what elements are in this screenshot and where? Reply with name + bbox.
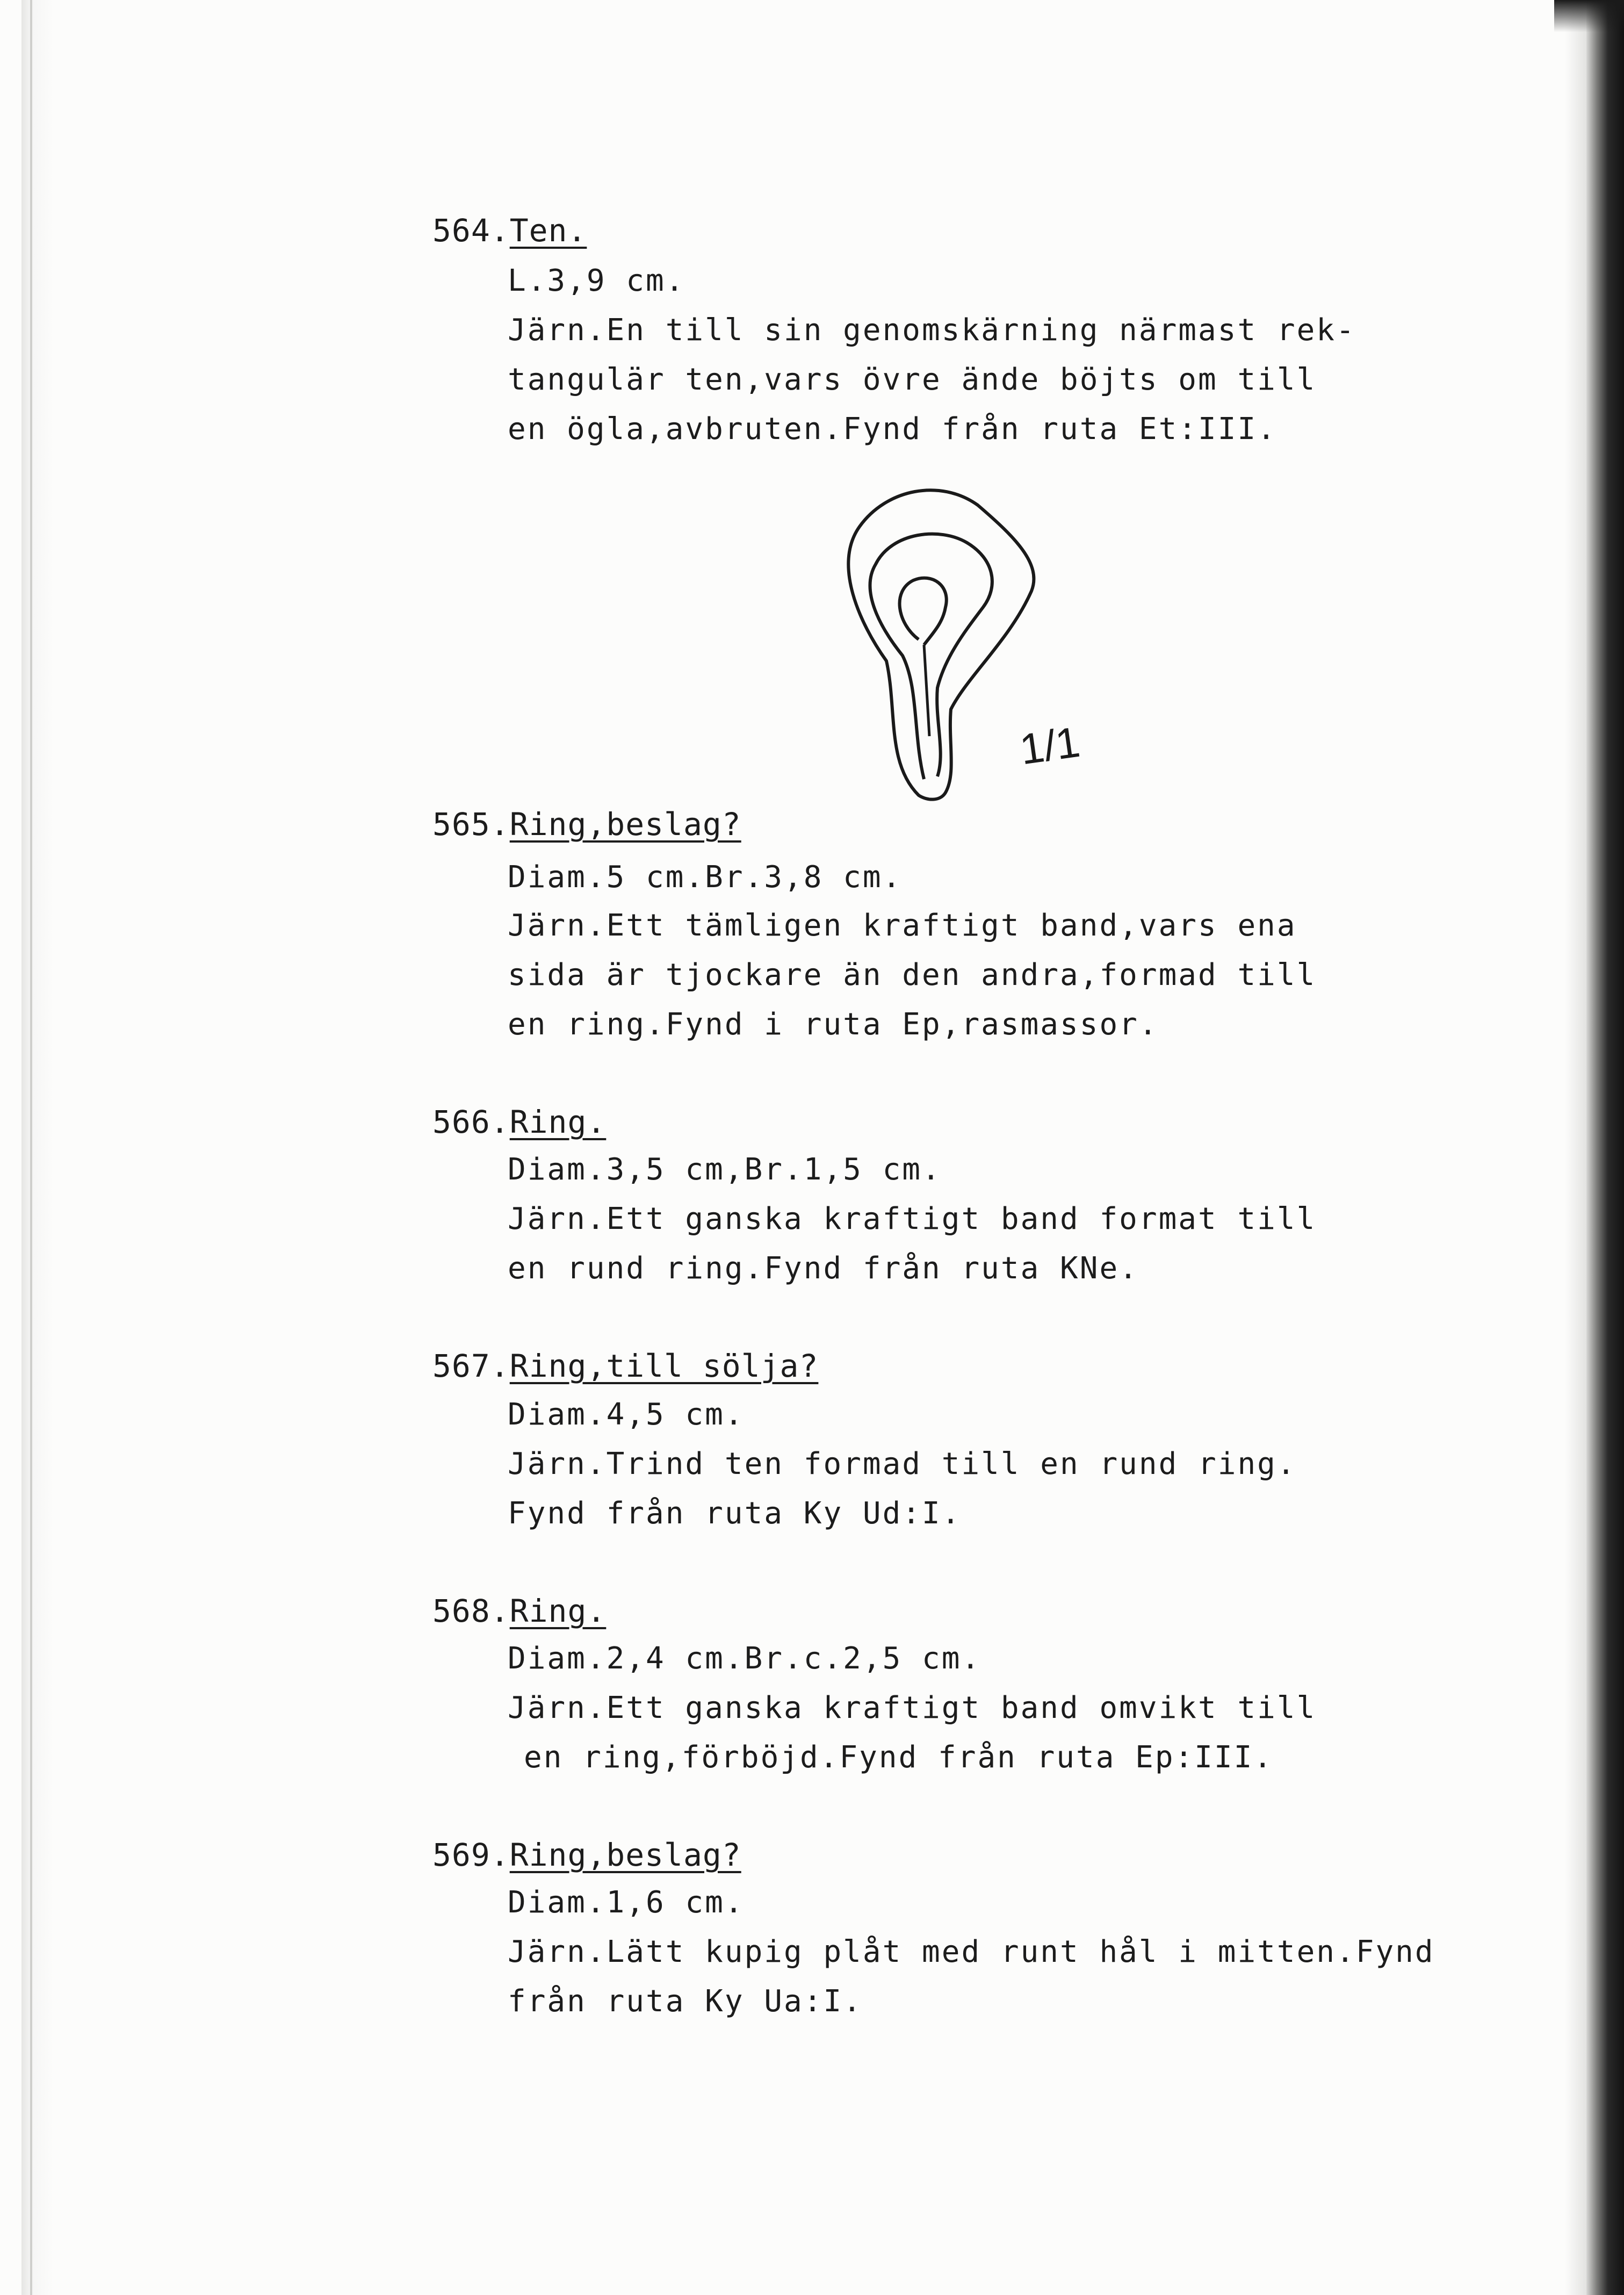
- entry-line: Diam.5 cm.Br.3,8 cm.: [508, 860, 903, 895]
- entry-heading: [432, 1348, 818, 1384]
- page-edge-corner: [1554, 0, 1624, 32]
- entry-heading: [432, 1593, 606, 1629]
- entry-number: 568.: [432, 1593, 510, 1629]
- entry-number: 569.: [432, 1837, 510, 1873]
- entry-heading: [432, 1104, 606, 1140]
- entry-line: L.3,9 cm.: [508, 263, 685, 298]
- entry-line: Diam.1,6 cm.: [508, 1885, 745, 1920]
- entry-heading: [432, 212, 587, 249]
- entry-line: Diam.3,5 cm,Br.1,5 cm.: [508, 1152, 942, 1187]
- artifact-drawing: [838, 484, 1083, 806]
- entry-line: en ring,förböjd.Fynd från ruta Ep:III.: [524, 1740, 1274, 1775]
- entry-line: en rund ring.Fynd från ruta KNe.: [508, 1251, 1139, 1286]
- entry-line: Fynd från ruta Ky Ud:I.: [508, 1496, 962, 1531]
- drawing-middle-outline: [870, 534, 992, 779]
- entry-line: Järn.Ett ganska kraftigt band omvikt till: [508, 1690, 1317, 1725]
- drawing-eyelet: [900, 578, 947, 645]
- entry-title: Ring,beslag?: [509, 806, 741, 843]
- entry-line: sida är tjockare än den andra,formad till: [508, 958, 1317, 992]
- entry-line: Järn.Ett tämligen kraftigt band,vars ena: [508, 908, 1297, 943]
- entry-line: en ögla,avbruten.Fynd från ruta Et:III.: [508, 412, 1277, 447]
- entry-title: Ring.: [509, 1593, 607, 1629]
- entry-line: Diam.2,4 cm.Br.c.2,5 cm.: [508, 1641, 981, 1676]
- binding-line: [30, 0, 32, 2295]
- entry-title: Ring,till sölja?: [509, 1348, 819, 1384]
- entry-line: en ring.Fynd i ruta Ep,rasmassor.: [508, 1007, 1159, 1042]
- entry-title: Ten.: [509, 212, 587, 249]
- binding-edge: [21, 0, 54, 2295]
- entry-heading: [432, 1837, 741, 1873]
- entry-line: Järn.Ett ganska kraftigt band format till: [508, 1202, 1317, 1236]
- entry-heading: [432, 806, 741, 843]
- entry-title: Ring,beslag?: [509, 1837, 741, 1873]
- drawing-scale-label: 1/1: [1016, 717, 1083, 774]
- entry-number: 564.: [432, 212, 510, 249]
- entry-line: tangulär ten,vars övre ände böjts om till: [508, 362, 1317, 397]
- entry-title: Ring.: [509, 1104, 607, 1140]
- entry-line: från ruta Ky Ua:I.: [508, 1984, 863, 2019]
- entry-line: Diam.4,5 cm.: [508, 1397, 745, 1432]
- entry-line: Järn.En till sin genomskärning närmast rek-: [508, 313, 1356, 348]
- entry-number: 565.: [432, 806, 510, 843]
- entry-number: 566.: [432, 1104, 510, 1140]
- entry-line: Järn.Trind ten formad till en rund ring.: [508, 1447, 1297, 1481]
- drawing-shank-line: [924, 645, 929, 736]
- entry-line: Järn.Lätt kupig plåt med runt hål i mitten.Fynd: [508, 1934, 1435, 1969]
- page-edge-shadow: [1565, 0, 1586, 2295]
- entry-number: 567.: [432, 1348, 510, 1384]
- page-edge-right: [1586, 0, 1624, 2295]
